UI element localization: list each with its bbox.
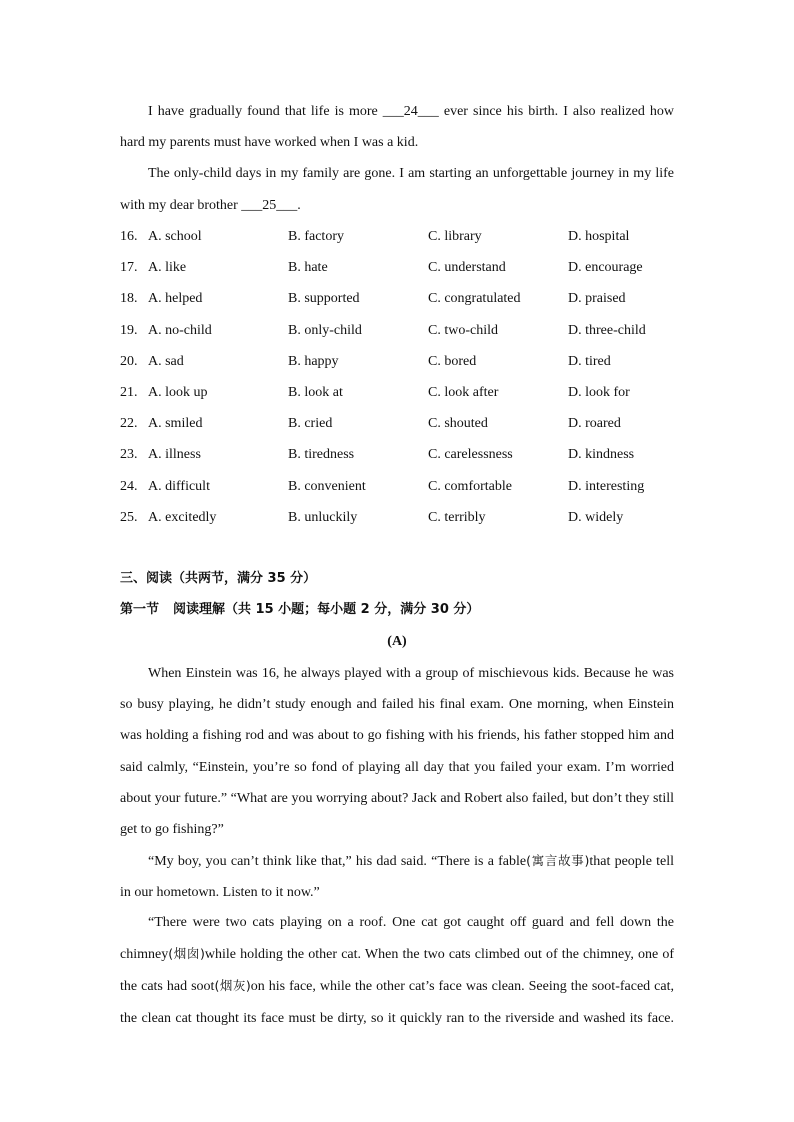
question-number: 23. — [120, 447, 138, 463]
option-a: A. smiled — [148, 416, 203, 432]
passage-paragraph — [120, 658, 674, 845]
option-a: A. illness — [148, 447, 201, 463]
option-c: C. bored — [428, 353, 477, 369]
text-segment: chimney — [120, 947, 169, 963]
question-number: 21. — [120, 384, 138, 400]
option-row — [120, 315, 720, 346]
option-a: A. school — [148, 229, 202, 244]
text-line: hard my parents must have worked when I was a kid. — [120, 135, 419, 151]
option-row — [120, 377, 720, 408]
text-line: the clean cat thought its face must be dirty, so it quickly ran to the riverside and washed its face. — [120, 1010, 674, 1026]
option-b: B. tiredness — [288, 447, 355, 463]
answer-options — [120, 221, 720, 533]
option-d: D. tired — [568, 353, 611, 369]
option-c: C. shouted — [428, 416, 488, 432]
option-row — [120, 252, 720, 283]
passage-paragraph — [120, 96, 674, 158]
option-b: B. hate — [288, 260, 328, 276]
option-row — [120, 408, 720, 439]
text-segment: “My boy, you can’t think like that,” his dad said. “There is a fable — [148, 854, 527, 869]
text-segment: while holding the other cat. When the two cats climbed out of the chimney, one of — [204, 947, 674, 963]
option-a: A. no-child — [148, 322, 212, 338]
question-number: 18. — [120, 291, 138, 307]
option-d: D. look for — [568, 384, 630, 400]
option-a: A. difficult — [148, 478, 210, 494]
option-d: D. praised — [568, 291, 626, 307]
question-number: 22. — [120, 416, 138, 432]
text-line: in our hometown. Listen to it now.” — [120, 885, 320, 901]
option-row — [120, 283, 720, 314]
option-d: D. widely — [568, 509, 624, 525]
option-a: A. helped — [148, 291, 203, 307]
option-d: D. kindness — [568, 447, 635, 463]
option-b: B. look at — [288, 384, 343, 400]
text-line — [120, 970, 674, 1002]
subsection-heading — [120, 594, 479, 625]
passage-title: (A) — [387, 634, 407, 649]
question-number: 17. — [120, 260, 138, 276]
question-number: 19. — [120, 322, 138, 338]
text-line — [120, 845, 674, 877]
text-line: was holding a fishing rod and was about to go fishing with his friends, his father stopped him and — [120, 728, 674, 744]
option-c: C. congratulated — [428, 291, 521, 307]
option-b: B. unluckily — [288, 509, 358, 525]
text-line: said calmly, “Einstein, you’re so fond of playing all day that you failed your exam. I’m worried — [120, 759, 674, 775]
passage-paragraph — [120, 907, 674, 1034]
text-line: get to go fishing?” — [120, 822, 224, 838]
text-line — [120, 938, 674, 970]
option-b: B. factory — [288, 229, 344, 244]
option-c: C. look after — [428, 384, 499, 400]
chinese-gloss: (寓言故事) — [526, 853, 590, 868]
subsection-text: 阅读理解（共 15 小题；每小题 2 分，满分 30 分） — [173, 602, 480, 617]
option-b: B. only-child — [288, 322, 362, 338]
option-b: B. convenient — [288, 478, 366, 494]
chinese-gloss: (烟囱) — [168, 946, 205, 962]
option-d: D. roared — [568, 416, 621, 432]
option-d: D. encourage — [568, 260, 643, 276]
chinese-gloss: (烟灰) — [214, 978, 251, 994]
question-number: 20. — [120, 353, 138, 369]
passage-paragraph — [120, 845, 674, 908]
option-d: D. interesting — [568, 478, 645, 494]
text-line: When Einstein was 16, he always played with a group of mischievous kids. Because he was — [148, 666, 674, 681]
text-line: The only-child days in my family are gone. I am starting an unforgettable journey in my life — [148, 166, 674, 182]
text-line: I have gradually found that life is more ___24___ ever since his birth. I also realized how — [148, 104, 674, 119]
option-row — [120, 346, 720, 377]
text-line: so busy playing, he didn’t study enough and failed his final exam. One morning, when Einstein — [120, 697, 674, 713]
question-number: 24. — [120, 478, 138, 494]
option-b: B. cried — [288, 416, 333, 432]
option-a: A. look up — [148, 384, 208, 400]
option-c: C. understand — [428, 260, 506, 276]
option-a: A. like — [148, 260, 187, 276]
text-segment: the cats had soot — [120, 979, 215, 995]
option-c: C. library — [428, 229, 482, 244]
passage-paragraph — [120, 158, 674, 220]
question-number: 25. — [120, 509, 138, 525]
text-segment: that people tell — [589, 854, 674, 869]
option-d: D. three-child — [568, 322, 646, 338]
option-row — [120, 502, 720, 533]
option-a: A. excitedly — [148, 509, 217, 525]
option-a: A. sad — [148, 353, 184, 369]
text-line: with my dear brother ___25___. — [120, 197, 301, 213]
option-row — [120, 471, 720, 502]
text-segment: on his face, while the other cat’s face was clean. Seeing the soot-faced cat, — [250, 979, 674, 995]
option-b: B. supported — [288, 291, 360, 307]
option-b: B. happy — [288, 353, 339, 369]
section-heading: 三、阅读（共两节，满分 35 分） — [120, 571, 317, 586]
option-d: D. hospital — [568, 229, 630, 244]
text-line: “There were two cats playing on a roof. One cat got caught off guard and fell down the — [148, 915, 674, 930]
option-c: C. two-child — [428, 322, 498, 338]
option-row — [120, 221, 720, 252]
option-c: C. carelessness — [428, 447, 513, 463]
option-c: C. comfortable — [428, 478, 512, 494]
text-line: about your future.” “What are you worrying about? Jack and Robert also failed, but don’t they still — [120, 790, 674, 806]
option-c: C. terribly — [428, 509, 486, 525]
subsection-label: 第一节 — [120, 602, 160, 617]
option-row — [120, 439, 720, 470]
question-number: 16. — [120, 229, 138, 244]
